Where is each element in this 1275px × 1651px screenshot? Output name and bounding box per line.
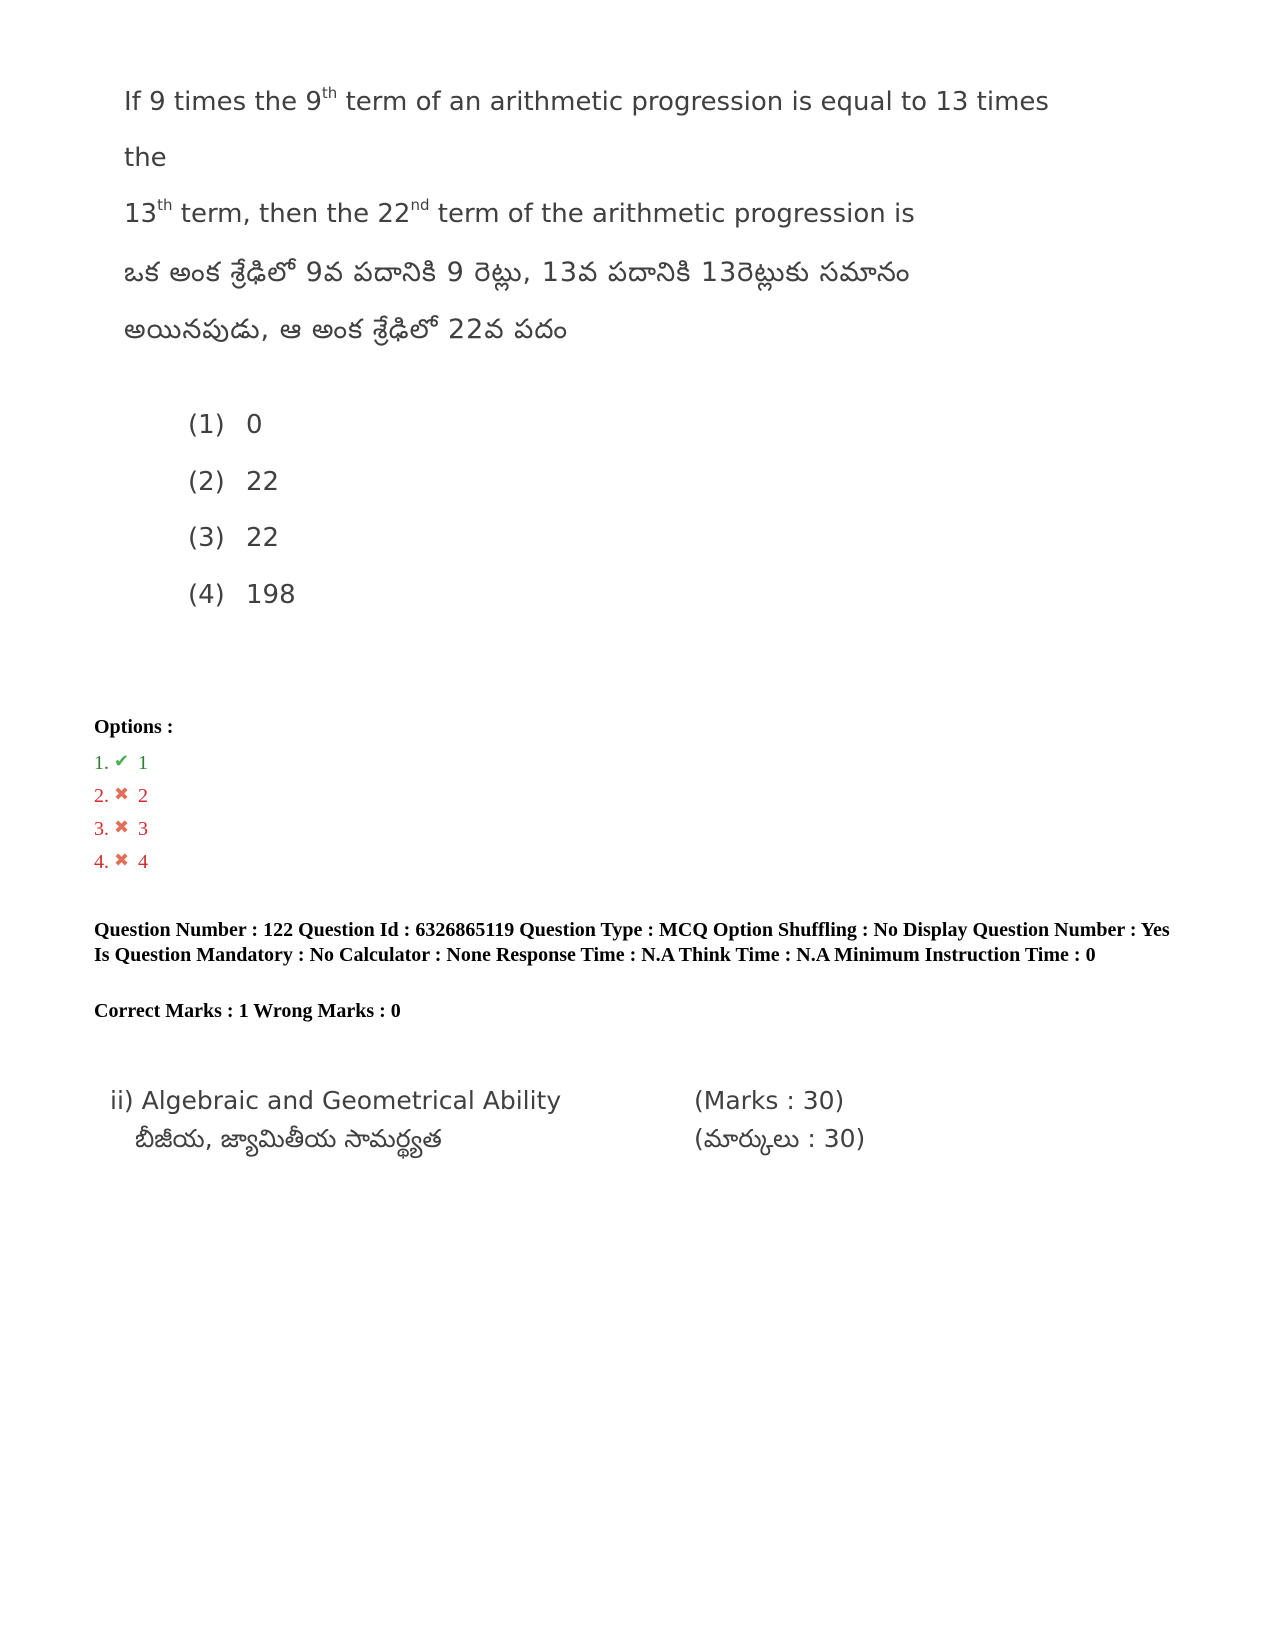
superscript: nd (410, 196, 430, 214)
cross-icon: ✖ (114, 784, 130, 804)
choice-value: 0 (246, 410, 263, 440)
text: term of the arithmetic progression is (429, 199, 915, 229)
superscript: th (157, 196, 173, 214)
question-line-2 (124, 186, 1084, 242)
option-4 (94, 845, 148, 878)
option-value: 1 (138, 752, 148, 774)
cross-icon: ✖ (114, 850, 130, 870)
option-index: 3. (94, 818, 109, 840)
option-index: 4. (94, 851, 109, 873)
choice-number: (4) (188, 579, 225, 610)
choice-value: 22 (246, 523, 280, 553)
question-metadata: Question Number : 122 Question Id : 6326865119 Question Type : MCQ Option Shuffling : No Display Question Number : Yes Is Question Mandatory : No Calculator : None Response Time : N.A Think Time : N.A Minimum Instruction Time : 0 (94, 919, 1170, 966)
option-index: 1. (94, 752, 109, 774)
check-icon: ✔ (114, 751, 130, 771)
text: If 9 times the 9 (124, 87, 322, 117)
telugu-line-2: అయినపుడు, ఆ అంక శ్రేఢిలో 22వ పదం (124, 314, 569, 345)
section-title-english: ii) Algebraic and Geometrical Ability (110, 1086, 562, 1115)
telugu-line-1: ఒక అంక శ్రేఢిలో 9వ పదానికి 9 రెట్లు, 13వ పదానికి 13రెట్లుకు సమానం (124, 257, 911, 288)
options-heading: Options : (94, 716, 174, 738)
text: term, then the 22 (172, 199, 411, 229)
section-title-telugu: బీజీయ, జ్యామితీయ సామర్థ్యత (135, 1124, 442, 1153)
choice-number: (3) (188, 523, 225, 553)
choice-value: 22 (246, 466, 280, 497)
superscript: th (321, 84, 338, 102)
choice-number: (2) (188, 466, 225, 497)
marks-info: Correct Marks : 1 Wrong Marks : 0 (94, 1000, 401, 1022)
option-1 (94, 746, 148, 779)
options-list (94, 746, 148, 878)
section-marks-telugu: (మార్కులు : 30) (694, 1124, 866, 1153)
option-2 (94, 779, 148, 812)
section-marks-english: (Marks : 30) (694, 1086, 845, 1115)
cross-icon: ✖ (114, 817, 130, 837)
option-value: 4 (138, 851, 148, 873)
option-value: 3 (138, 818, 148, 840)
text: term of an arithmetic progression is equal to 13 times the (124, 87, 1049, 173)
question-text-telugu (124, 244, 1084, 358)
option-index: 2. (94, 785, 109, 807)
choice-number: (1) (188, 410, 225, 440)
choice-value: 198 (246, 579, 296, 610)
question-line-1 (124, 74, 1084, 186)
text: 13 (124, 199, 158, 229)
option-value: 2 (138, 785, 148, 807)
question-text-english (124, 74, 1084, 242)
option-3 (94, 812, 148, 845)
